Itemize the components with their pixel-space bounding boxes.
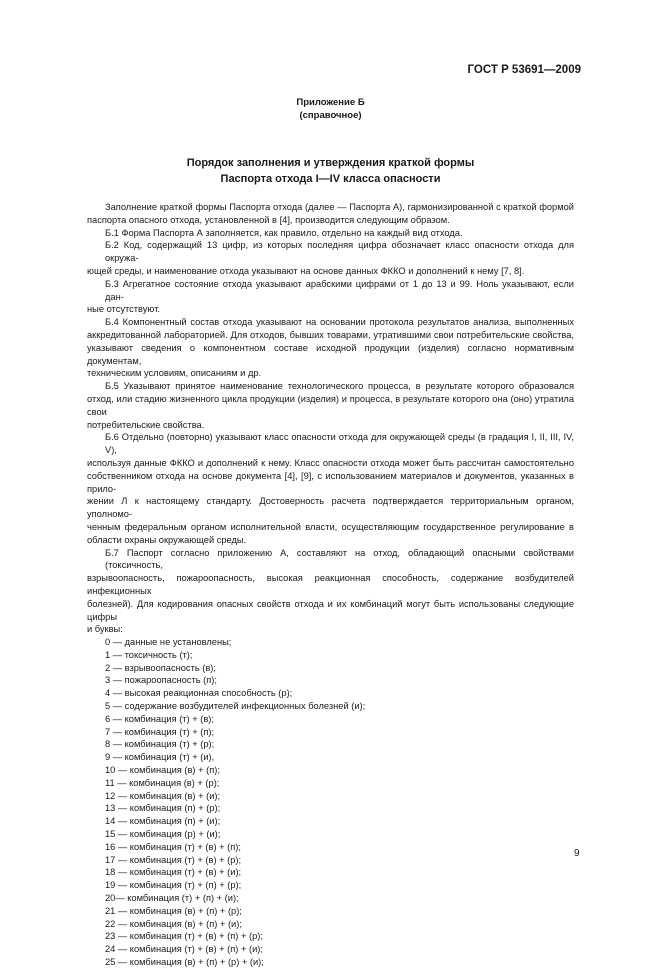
annex-type: (справочное) bbox=[299, 110, 362, 121]
paragraph-line: ные отсутствуют. bbox=[87, 304, 161, 315]
list-item: 19 — комбинация (т) + (п) + (р); bbox=[105, 880, 242, 891]
paragraph-line: Заполнение краткой формы Паспорта отхода (далее — Паспорта А), гармонизированной с краткой формой bbox=[105, 202, 574, 212]
list-item: 9 — комбинация (т) + (и), bbox=[105, 752, 215, 763]
list-item: 8 — комбинация (т) + (р); bbox=[105, 739, 215, 750]
paragraph-line: потребительские свойства. bbox=[87, 419, 205, 430]
list-item: 21 — комбинация (в) + (п) + (р); bbox=[105, 905, 242, 916]
paragraph bbox=[87, 239, 574, 277]
list-item: 2 — взрывоопасность (в); bbox=[105, 662, 216, 673]
paragraph-line: используя данные ФККО и дополнений к нему. Класс опасности отхода может быть рассчитан самостоятельно bbox=[87, 457, 574, 468]
document-code: ГОСТ Р 53691—2009 bbox=[467, 64, 581, 76]
list-item: 17 — комбинация (т) + (в) + (р); bbox=[105, 854, 242, 865]
list-item: 6 — комбинация (т) + (в); bbox=[105, 713, 214, 724]
list-item: 1 — токсичность (т); bbox=[105, 649, 193, 660]
list-item: 24 — комбинация (т) + (в) + (п) + (и); bbox=[105, 944, 263, 955]
list-item: 3 — пожароопасность (п); bbox=[105, 675, 217, 686]
paragraph bbox=[87, 316, 574, 380]
document-body bbox=[87, 201, 574, 969]
annex-heading bbox=[0, 96, 661, 122]
paragraph-line: области охраны окружающей среды. bbox=[87, 534, 247, 545]
paragraph bbox=[87, 431, 574, 546]
paragraph-line: ющей среды, и наименование отхода указывают на основе данных ФККО и дополнений к нему [7, 8]. bbox=[87, 265, 525, 276]
list-item: 14 — комбинация (п) + (и); bbox=[105, 816, 221, 827]
list-item: 22 — комбинация (в) + (п) + (и); bbox=[105, 918, 242, 929]
paragraph-line: и буквы: bbox=[87, 624, 123, 635]
paragraph bbox=[87, 278, 574, 316]
list-item: 12 — комбинация (в) + (и); bbox=[105, 790, 221, 801]
paragraph-line: аккредитованной лабораторией. Для отходов, бывших товарами, утратившими свои потребительские свойства, bbox=[87, 329, 574, 340]
paragraph bbox=[87, 201, 574, 227]
paragraph-line: Б.1 Форма Паспорта А заполняется, как правило, отдельно на каждый вид отхода. bbox=[105, 227, 463, 238]
paragraph bbox=[87, 547, 574, 637]
list-item: 0 — данные не установлены; bbox=[105, 637, 232, 648]
paragraph-line: Б.7 Паспорт согласно приложению А, составляют на отход, обладающий опасными свойствами (токсичность, bbox=[105, 547, 574, 571]
list-item: 23 — комбинация (т) + (в) + (п) + (р); bbox=[105, 931, 263, 942]
paragraph-line: отход, или стадию жизненного цикла продукции (изделия) и процесса, в результате которого она (оно) утратила свои bbox=[87, 393, 574, 417]
list-item: 16 — комбинация (т) + (в) + (п); bbox=[105, 841, 241, 852]
list-item: 4 — высокая реакционная способность (р); bbox=[105, 688, 293, 699]
paragraph-line: Б.4 Компонентный состав отхода указывают на основании протокола результатов анализа, выполненных bbox=[105, 317, 574, 328]
list-item: 15 — комбинация (р) + (и); bbox=[105, 829, 221, 840]
page-number: 9 bbox=[574, 848, 580, 859]
paragraph-line: собственником отхода на основе документа [4], [9], с использованием материалов и документов, указанных в прило- bbox=[87, 470, 574, 494]
paragraph-line: техническим условиям, описаниям и др. bbox=[87, 368, 262, 379]
title-line-2: Паспорта отхода I—IV класса опасности bbox=[220, 173, 441, 185]
paragraph-line: взрывоопасность, пожароопасность, высокая реакционная способность, содержание возбудителей инфекционных bbox=[87, 573, 574, 596]
list-item: 11 — комбинация (в) + (р); bbox=[105, 777, 220, 788]
paragraph-line: Б.6 Отдельно (повторно) указывают класс опасности отхода для окружающей среды (в градация I, II, III, IV, V), bbox=[105, 432, 574, 456]
list-item: 20— комбинация (т) + (п) + (и); bbox=[105, 893, 239, 904]
title-line-1: Порядок заполнения и утверждения краткой формы bbox=[186, 157, 475, 169]
paragraph-line: болезней). Для кодирования опасных свойств отхода и их комбинаций могут быть использованы следующие цифры bbox=[87, 598, 574, 622]
paragraph-line: жении Л к настоящему стандарту. Достоверность расчета подтверждается территориальным органом, уполномо- bbox=[87, 496, 574, 520]
paragraph-line: Б.5 Указывают принятое наименование технологического процесса, в результате которого образовался bbox=[105, 381, 574, 392]
list-item: 13 — комбинация (п) + (р); bbox=[105, 803, 221, 814]
annex-name: Приложение Б bbox=[296, 97, 365, 108]
paragraph-line: паспорта опасного отхода, установленной в [4], производится следующим образом. bbox=[87, 214, 450, 225]
paragraph bbox=[87, 227, 574, 240]
list-item: 7 — комбинация (т) + (п); bbox=[105, 726, 215, 737]
list-item: 10 — комбинация (в) + (п); bbox=[105, 765, 220, 776]
list-item: 5 — содержание возбудителей инфекционных болезней (и); bbox=[105, 701, 366, 712]
paragraph bbox=[87, 380, 574, 431]
paragraph-line: Б.3 Агрегатное состояние отхода указывают арабскими цифрами от 1 до 13 и 99. Ноль указывают, если дан- bbox=[105, 278, 574, 302]
paragraph-line: ченным федеральным органом исполнительной власти, осуществляющим государственное регулирование в bbox=[87, 521, 574, 532]
section-title bbox=[0, 155, 661, 187]
paragraph-line: указывают сведения о компонентном составе исходной продукции (изделия) согласно нормативным документам, bbox=[87, 342, 574, 366]
list-item: 25 — комбинация (в) + (п) + (р) + (и); bbox=[105, 957, 264, 968]
list-item: 18 — комбинация (т) + (в) + (и); bbox=[105, 867, 242, 878]
hazard-code-list bbox=[87, 636, 574, 969]
paragraph-line: Б.2 Код, содержащий 13 цифр, из которых последняя цифра обозначает класс опасности отхода для окружа- bbox=[105, 240, 574, 264]
